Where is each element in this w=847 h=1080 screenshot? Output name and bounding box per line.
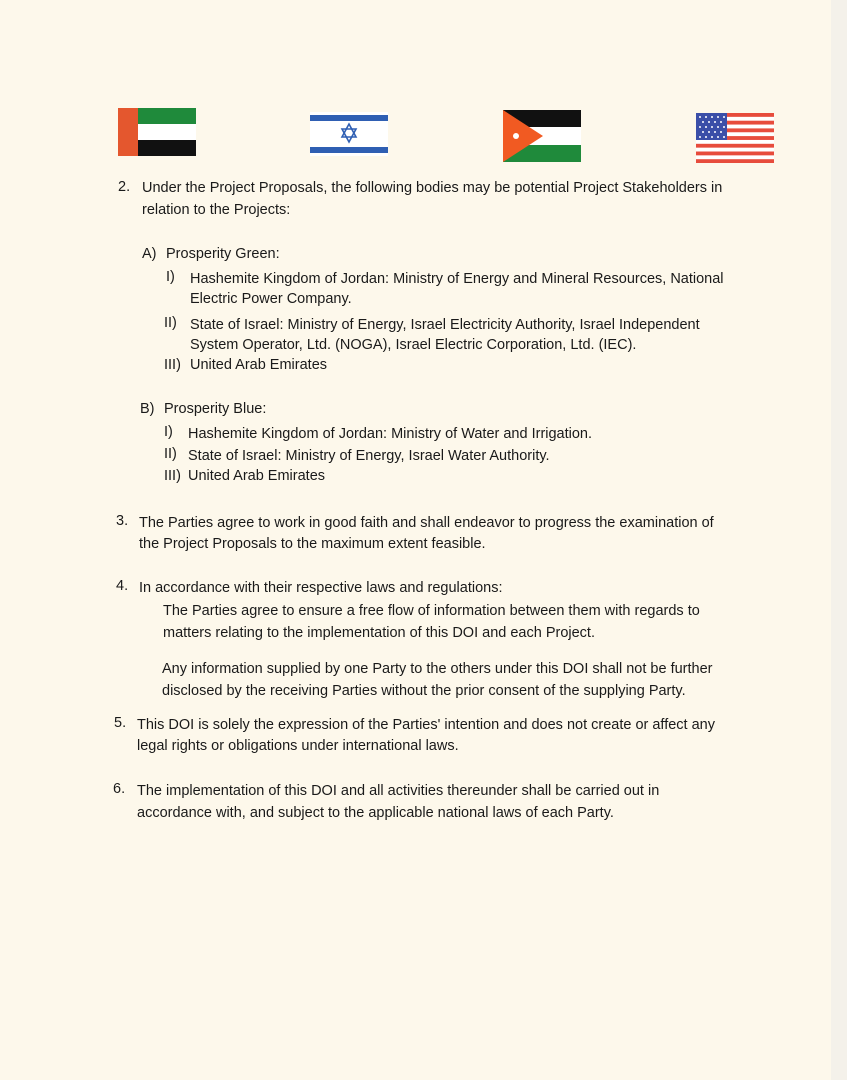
roman-numeral: III) bbox=[164, 468, 181, 484]
scan-edge bbox=[831, 0, 847, 1080]
roman-numeral: I) bbox=[164, 424, 173, 440]
paragraph-line: In accordance with their respective laws and regulations: bbox=[139, 580, 503, 596]
paragraph-line: the Project Proposals to the maximum extent feasible. bbox=[139, 536, 486, 552]
sub-item-line: State of Israel: Ministry of Energy, Israel Water Authority. bbox=[188, 448, 550, 464]
roman-numeral: II) bbox=[164, 315, 177, 331]
roman-numeral: I) bbox=[166, 269, 175, 285]
paragraph-line: accordance with, and subject to the applicable national laws of each Party. bbox=[137, 805, 614, 821]
item-number: 3. bbox=[116, 513, 129, 529]
uae-flag bbox=[118, 108, 196, 156]
paragraph-line: The Parties agree to work in good faith and shall endeavor to progress the examination of bbox=[139, 515, 714, 531]
paragraph-line: The Parties agree to ensure a free flow of information between them with regards to bbox=[163, 603, 700, 619]
paragraph-line: Under the Project Proposals, the following bodies may be potential Project Stakeholders in bbox=[142, 180, 723, 196]
sub-item-line: Electric Power Company. bbox=[190, 291, 352, 307]
subsection-title: Prosperity Blue: bbox=[164, 401, 267, 417]
sub-item-line: System Operator, Ltd. (NOGA), Israel Electric Corporation, Ltd. (IEC). bbox=[190, 337, 637, 353]
item-number: 6. bbox=[113, 781, 126, 797]
paragraph-line: legal rights or obligations under international laws. bbox=[137, 738, 459, 754]
sub-item-line: United Arab Emirates bbox=[190, 357, 328, 373]
subsection-label: B) bbox=[140, 401, 155, 417]
paragraph-line: disclosed by the receiving Parties without the prior consent of the supplying Party. bbox=[162, 683, 686, 699]
sub-item-line: Hashemite Kingdom of Jordan: Ministry of Water and Irrigation. bbox=[188, 426, 593, 442]
paragraph-line: This DOI is solely the expression of the Parties' intention and does not create or affect any bbox=[137, 717, 715, 733]
subsection-title: Prosperity Green: bbox=[166, 246, 280, 262]
paragraph-line: relation to the Projects: bbox=[142, 202, 291, 218]
item-number: 4. bbox=[116, 578, 129, 594]
sub-item-line: United Arab Emirates bbox=[188, 468, 326, 484]
roman-numeral: III) bbox=[164, 357, 181, 373]
item-number: 2. bbox=[118, 179, 131, 195]
usa-flag bbox=[696, 113, 774, 163]
paragraph-line: Any information supplied by one Party to the others under this DOI shall not be further bbox=[162, 661, 713, 677]
roman-numeral: II) bbox=[164, 446, 177, 462]
sub-item-line: Hashemite Kingdom of Jordan: Ministry of Energy and Mineral Resources, National bbox=[190, 271, 724, 287]
paragraph-line: The implementation of this DOI and all activities thereunder shall be carried out in bbox=[137, 783, 660, 799]
sub-item-line: State of Israel: Ministry of Energy, Israel Electricity Authority, Israel Independent bbox=[190, 317, 700, 333]
jordan-flag bbox=[503, 110, 581, 162]
israel-flag bbox=[310, 112, 388, 156]
item-number: 5. bbox=[114, 715, 127, 731]
subsection-label: A) bbox=[142, 246, 157, 262]
paragraph-line: matters relating to the implementation of this DOI and each Project. bbox=[163, 625, 595, 641]
